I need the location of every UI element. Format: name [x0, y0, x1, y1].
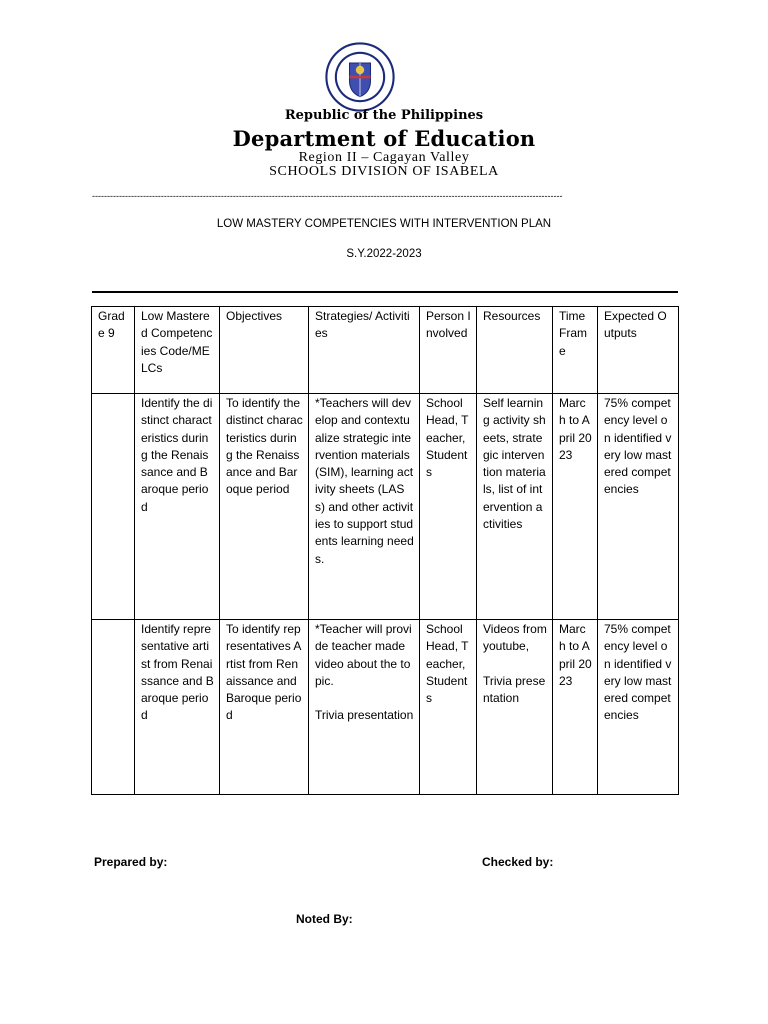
header-resources: Resources [477, 307, 553, 394]
table-cell: March to April 2023 [553, 620, 598, 795]
table-cell [92, 394, 135, 620]
table-cell: School Head, Teacher, Students [420, 394, 477, 620]
region-heading: Region II – Cagayan Valley [298, 150, 470, 165]
table-cell: 75% competency level on identified very low mastered competencies [598, 394, 679, 620]
table-cell [92, 620, 135, 795]
header-strategies: Strategies/ Activities [309, 307, 420, 394]
table-cell: To identify representatives Artist from Renaissance and Baroque period [220, 620, 309, 795]
department-heading: Department of Education [232, 126, 536, 151]
division-heading: SCHOOLS DIVISION OF ISABELA [269, 164, 499, 179]
school-year: S.Y.2022-2023 [346, 248, 422, 260]
table-header-row [92, 307, 679, 394]
table-cell: Identify the distinct characteristics during the Renaissance and Baroque period [135, 394, 220, 620]
table-row [92, 620, 679, 795]
prepared-by-label: Prepared by: [94, 855, 168, 869]
horizontal-rule [92, 291, 678, 293]
noted-by-label: Noted By: [296, 912, 353, 926]
table-cell: March to April 2023 [553, 394, 598, 620]
table-cell: School Head, Teacher, Students [420, 620, 477, 795]
header-grade: Grade 9 [92, 307, 135, 394]
table-cell: Self learning activity sheets, strategic intervention materials, list of intervention activities [477, 394, 553, 620]
intervention-plan-table [91, 306, 679, 795]
table-cell: Identify representative artist from Renaissance and Baroque period [135, 620, 220, 795]
dashed-separator: ------------------------------------------------------------------------------------------------------------------------------------------------------------- [92, 191, 563, 201]
header-person-involved: Person Involved [420, 307, 477, 394]
republic-heading: Republic of the Philippines [284, 108, 484, 123]
deped-seal-icon [325, 42, 395, 112]
header-competencies: Low Mastered Competencies Code/MELCs [135, 307, 220, 394]
table-cell: To identify the distinct characteristics during the Renaissance and Baroque period [220, 394, 309, 620]
table-cell: *Teachers will develop and contextualize strategic intervention materials (SIM), learning activity sheets (LASs) and other activities to support students learning needs. [309, 394, 420, 620]
header-objectives: Objectives [220, 307, 309, 394]
table-cell: Videos from youtube, Trivia presentation [477, 620, 553, 795]
checked-by-label: Checked by: [482, 855, 554, 869]
document-title: LOW MASTERY COMPETENCIES WITH INTERVENTION PLAN [216, 218, 552, 230]
table-row [92, 394, 679, 620]
header-time-frame: Time Frame [553, 307, 598, 394]
table-cell: *Teacher will provide teacher made video about the topic. Trivia presentation [309, 620, 420, 795]
header-expected-outputs: Expected Outputs [598, 307, 679, 394]
table-cell: 75% competency level on identified very low mastered competencies [598, 620, 679, 795]
